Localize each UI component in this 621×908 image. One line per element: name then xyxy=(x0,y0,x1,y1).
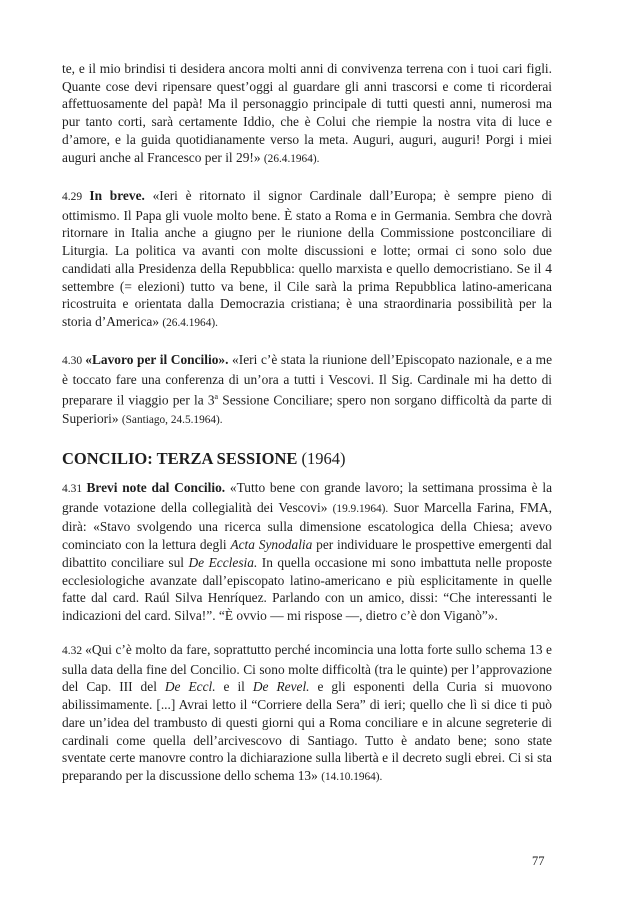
paragraph-4-31 xyxy=(62,479,552,625)
section-heading xyxy=(62,449,552,469)
citation-date: (26.4.1964). xyxy=(263,152,320,165)
bold-run: «Lavoro per il Concilio». xyxy=(85,352,229,367)
page-number: 77 xyxy=(532,854,545,868)
paragraph-number: 4.29 xyxy=(62,191,90,203)
text-run: Suor Marcella Farina, FMA, dirà: «Stavo svolgendo una ricerca sulla dimensione escatologica della Chiesa; avevo cominciato con la lettura degli xyxy=(62,499,552,553)
text-run: e gli esponenti della Curia si muovono abilissimamente. [...] Avrai letto il “Corriere della Sera” di ieri; quello che lì si dice ti può dare un’idea del trambusto di questi giorni qui a Roma conciliare e in alcune segreterie di cardinali come quella dell’arcivescovo di Santiago. Tutto è andato bene; sono state sventate certe manovre contro la dichiarazione sulla libertà e il decreto sugli ebrei. Ci si sta preparando per la discussione dello schema 13» xyxy=(62,679,552,783)
text-run: Sessione Conciliare; spero non sorgano difficoltà da parte di Superiori» xyxy=(62,392,553,426)
bold-run: In breve. xyxy=(89,188,145,203)
citation-date: (19.9.1964). xyxy=(332,502,389,515)
paragraph-number: 4.30 xyxy=(62,355,86,367)
citation-date: (26.4.1964). xyxy=(162,316,218,329)
italic-run: De Revel. xyxy=(252,679,310,695)
italic-run: De Ecclesia. xyxy=(188,554,258,570)
paragraph-number: 4.32 xyxy=(62,645,86,657)
citation-date: (14.10.1964). xyxy=(321,770,383,783)
text-run: «Tutto bene con grande lavoro; la settimana prossima è la grande votazione della collegialità dei Vescovi» xyxy=(62,480,553,515)
paragraph-number: 4.31 xyxy=(62,483,87,495)
text-run: «Ieri c’è stata la riunione dell’Episcopato nazionale, e a me è toccato fare una conferenza di un’ora a tutti i Vescovi. Il Sig. Cardinale mi ha detto di preparare il viaggio per la 3 xyxy=(62,352,553,408)
superscript-run: a xyxy=(214,392,219,402)
text-run: In quella occasione mi sono imbattuta nelle proposte ecclesiologiche avanzate dall’episcopato latino-americano e più esplicitamente in quelle fatte dal card. Raúl Silva Henríquez. Parlando con un amico, dissi: “Che interessanti le indicazioni del card. Silva!”. “È ovvio — mi rispose —, dietro c’è don Viganò”». xyxy=(62,554,552,623)
italic-run: Acta Synodalia xyxy=(230,537,313,553)
section-heading-year: (1964) xyxy=(301,449,346,468)
text-run: «Ieri è ritornato il signor Cardinale dall’Europa; è sempre pieno di ottimismo. Il Papa gli vuole molto bene. È stato a Roma e in Germania. Sembra che dovrà ritornare in Italia anche a giugno per le riunione della Commissione postconciliare di Liturgia. La politica va avanti con molte discussioni e lotte; ormai ci sono solo due candidati alla Presidenza della Repubblica: quello marxista e quello democristiano. Se il 4 settembre (= elezioni) tutto va bene, il Cile sarà la prima Repubblica latino-americana ricostruita e orientata dalla Democrazia cristiana; è una straordinaria possibilità per la storia d’America» xyxy=(62,188,552,329)
paragraph-4-29 xyxy=(62,187,552,333)
text-run: e il xyxy=(215,679,253,695)
text-run: «Qui c’è molto da fare, soprattutto perché incomincia una lotta forte sullo schema 13 e sulla data della fine del Concilio. Ci sono molte difficoltà (tra le quinte) per l’approvazione del Cap. III del xyxy=(62,642,552,695)
text-run: per individuare le prospettive emergenti dal dibattito conciliare sul xyxy=(62,537,552,570)
section-heading-title: CONCILIO: TERZA SESSIONE xyxy=(62,449,298,468)
paragraph-4-30 xyxy=(62,351,552,429)
bold-run: Brevi note dal Concilio. xyxy=(86,480,226,495)
paragraph-continuation xyxy=(62,60,552,168)
citation-date: (Santiago, 24.5.1964). xyxy=(121,413,223,426)
paragraph-4-32 xyxy=(62,641,552,787)
italic-run: De Eccl. xyxy=(164,679,216,695)
text-run: te, e il mio brindisi ti desidera ancora molti anni di convivenza terrena con i tuoi cari figli. Quante cose devi ripensare quest’oggi al guardare gli anni trascorsi e come ti ricorderai affettuosamente del papà! Ma il personaggio principale di tutti questi anni, numerosi ma pur tanto corti, sarà certamente Iddio, che è Colui che riempie la nostra vita di luce e d’amore, e la guida quotidianamente verso la meta. Auguri, auguri, auguri! Porgi i miei auguri anche al Francesco per il 29!» xyxy=(62,61,552,165)
